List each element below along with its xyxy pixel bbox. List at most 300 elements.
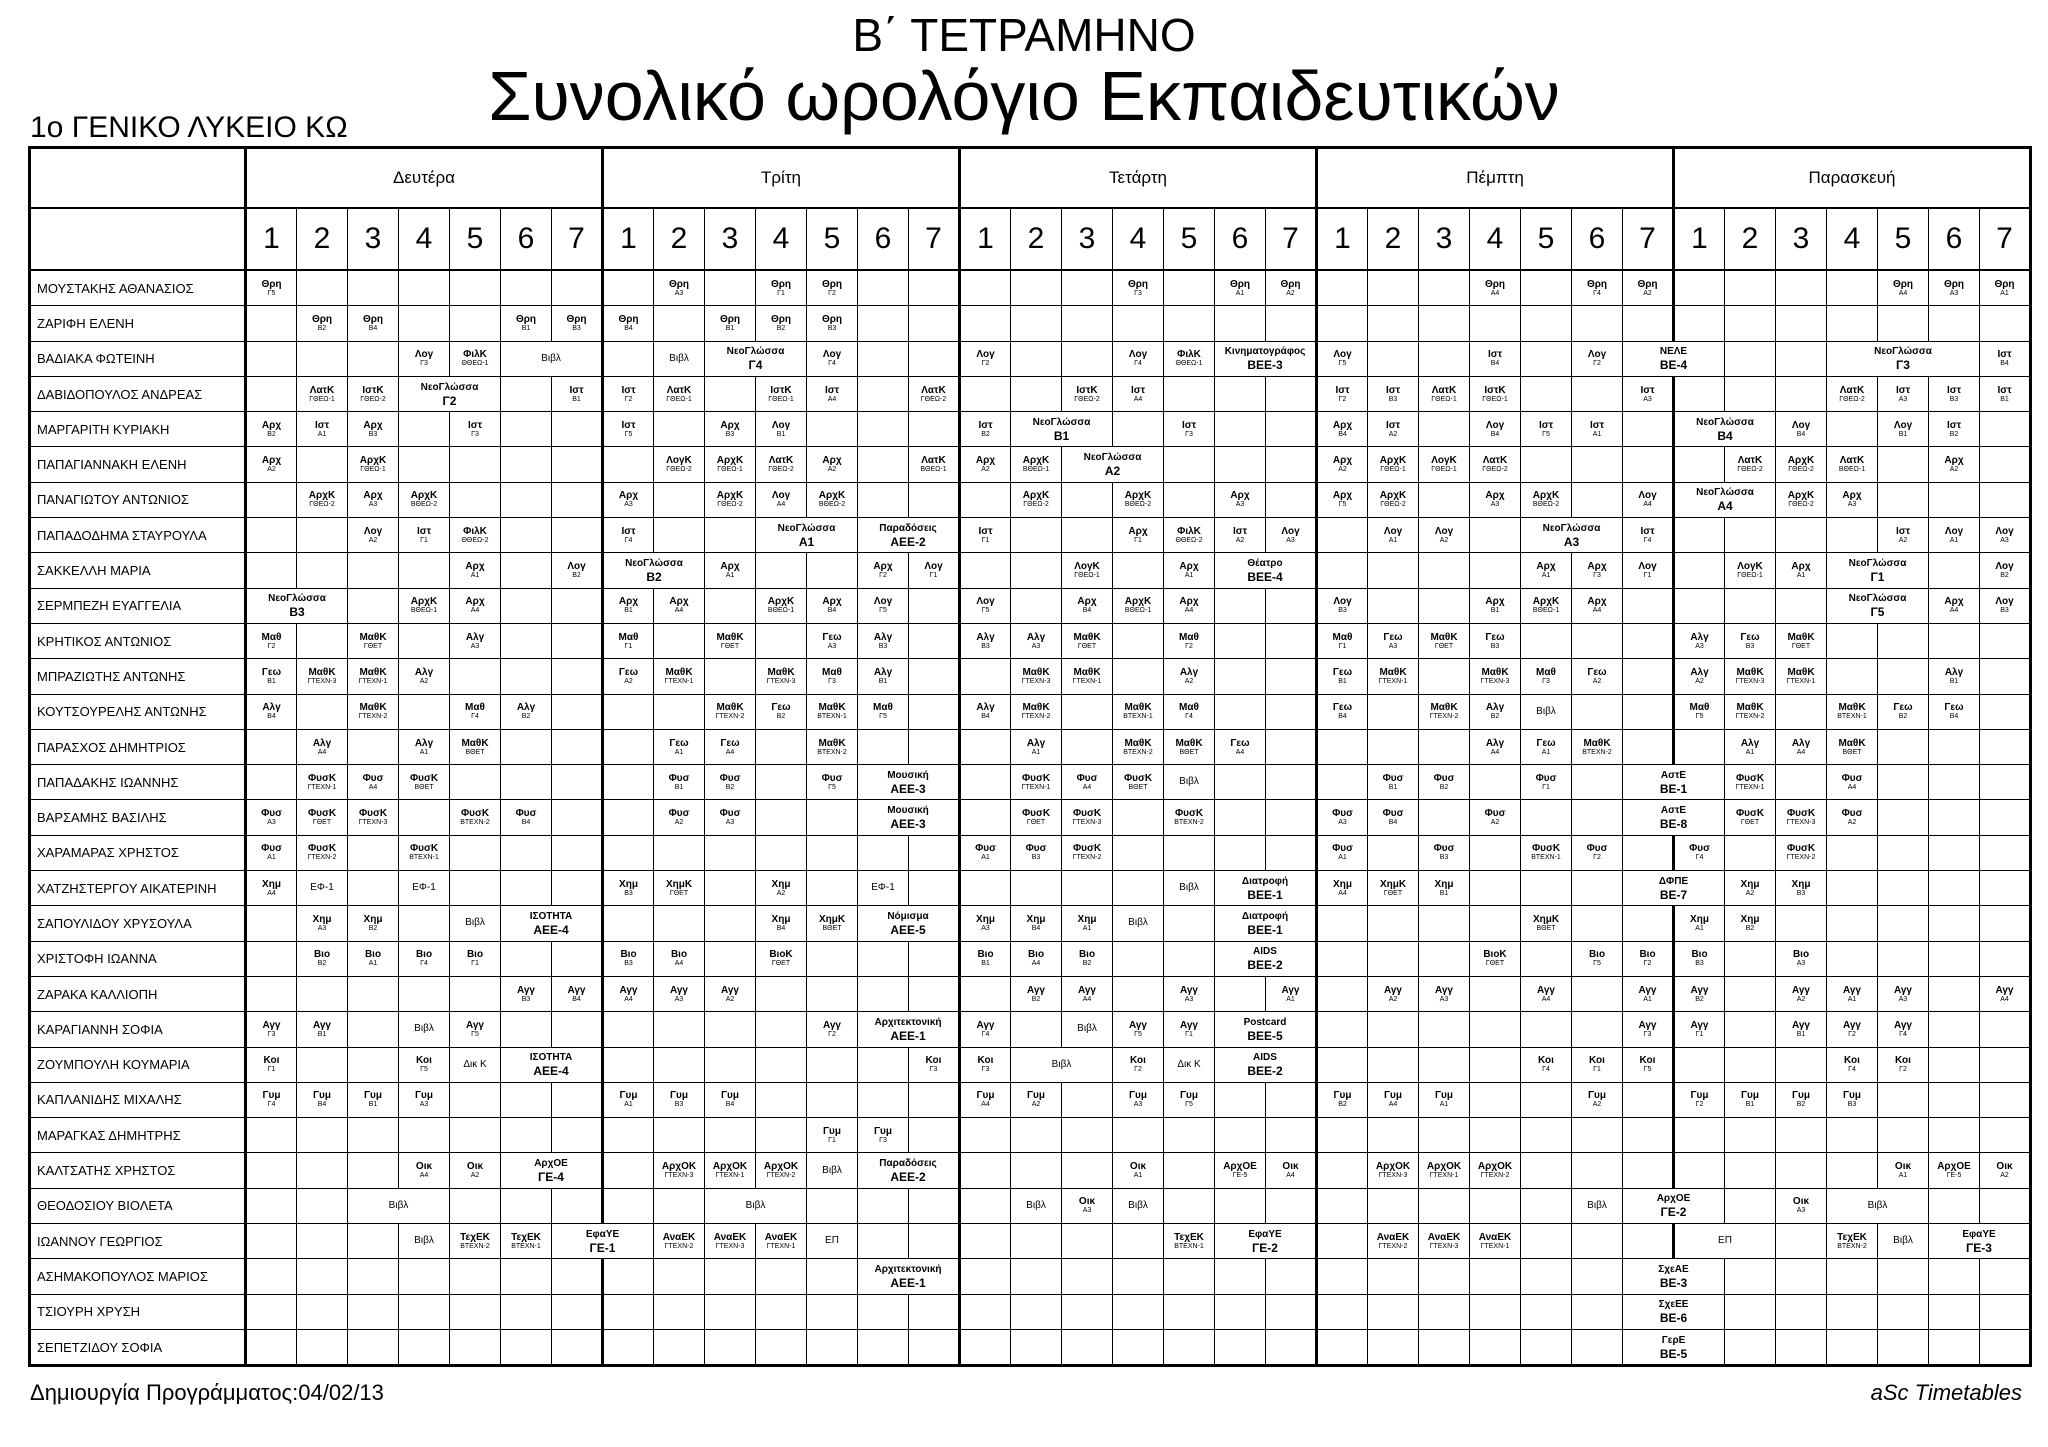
empty-cell (756, 835, 807, 870)
empty-cell (1572, 906, 1623, 941)
lesson-subject: Γυμ (415, 1090, 433, 1102)
lesson-subject: Αγγ (1690, 984, 1709, 996)
lesson-subject: Μαθ (873, 702, 893, 714)
empty-cell (1215, 623, 1266, 658)
school-name: 1ο ΓΕΝΙΚΟ ΛΥΚΕΙΟ ΚΩ (30, 111, 348, 144)
lesson-cell (1419, 871, 1470, 906)
lesson-subject: Μαθ (1179, 702, 1199, 714)
lesson-class: ΒΘΕΩ-2 (410, 501, 438, 509)
lesson-class: Γ5 (1695, 713, 1704, 721)
lesson-cell (960, 623, 1011, 658)
lesson-subject: Γεω (1536, 737, 1556, 749)
lesson-class: Β4 (1388, 819, 1398, 827)
empty-cell (1062, 270, 1113, 306)
lesson-cell (501, 1047, 603, 1082)
lesson-cell (1980, 270, 2031, 306)
lesson-class: Α3 (827, 642, 837, 650)
empty-cell (399, 412, 450, 447)
lesson-class: Α2 (725, 995, 735, 1003)
lesson-subject: Γεω (1485, 631, 1505, 643)
empty-cell (1980, 1259, 2031, 1294)
lesson-subject: Αγγ (1180, 984, 1198, 996)
lesson-subject: Γυμ (721, 1090, 739, 1102)
lesson-cell (705, 623, 756, 658)
lesson-class: Β2 (368, 924, 378, 932)
lesson-subject: Αρχ (1485, 490, 1505, 502)
lesson-subject: Αρχ (873, 561, 893, 573)
empty-cell (1011, 518, 1062, 553)
lesson-subject: Αγγ (567, 984, 586, 996)
lesson-class: Α3 (1235, 501, 1245, 509)
lesson-cell (705, 447, 756, 482)
lesson-subject: Αλγ (1179, 666, 1199, 678)
lesson-class: Α4 (1235, 748, 1245, 756)
lesson-class: Α3 (368, 501, 378, 509)
lesson-cell (1164, 1082, 1215, 1117)
lesson-cell (450, 412, 501, 447)
lesson-subject: ΜαθΚ (1736, 702, 1764, 714)
empty-cell (399, 306, 450, 341)
empty-cell (909, 871, 960, 906)
lesson-cell (858, 659, 909, 694)
empty-cell (501, 553, 552, 588)
lesson-subject: Αγγ (1027, 984, 1045, 996)
lesson-class: ΓΕ-5 (1232, 1172, 1248, 1180)
lesson-class: Β2 (776, 713, 786, 721)
empty-cell (1878, 623, 1929, 658)
empty-cell (1470, 1118, 1521, 1153)
lesson-class: Β4 (827, 607, 837, 615)
lesson-class: ΓΘΕΩ-1 (717, 466, 743, 474)
empty-cell (1776, 341, 1827, 376)
empty-cell (399, 447, 450, 482)
teacher-row (30, 906, 2031, 941)
lesson-class: Β1 (368, 1101, 378, 1109)
lesson-cell (1062, 941, 1113, 976)
lesson-subject: Αλγ (1026, 631, 1046, 643)
lesson-class: Β1 (317, 1030, 327, 1038)
lesson-subject: Βιο (364, 949, 382, 961)
lesson-class: Γ1 (1542, 783, 1550, 791)
lesson-subject: AIDS (1253, 1052, 1277, 1064)
empty-cell (1980, 835, 2031, 870)
empty-cell (1011, 1329, 1062, 1365)
empty-cell (1929, 1047, 1980, 1082)
teacher-row (30, 482, 2031, 517)
period-number: 7 (552, 208, 603, 270)
lesson-subject: ΙΣΟΤΗΤΑ (529, 1052, 573, 1064)
lesson-cell (1623, 1329, 1725, 1365)
lesson-class: Γ1 (777, 289, 785, 297)
lesson-subject: ΜαθΚ (1175, 737, 1203, 749)
empty-cell (1419, 553, 1470, 588)
empty-cell (756, 1294, 807, 1329)
lesson-cell (603, 376, 654, 411)
empty-cell (450, 1329, 501, 1365)
lesson-cell (297, 306, 348, 341)
lesson-cell (807, 1012, 858, 1047)
lesson-subject: Κοι (925, 1055, 942, 1067)
empty-cell (1776, 1329, 1827, 1365)
empty-cell (1980, 1012, 2031, 1047)
lesson-subject: ΦυσΚ (1174, 808, 1204, 820)
lesson-class: Γ5 (1134, 1030, 1142, 1038)
empty-cell (501, 623, 552, 658)
lesson-cell (1674, 482, 1776, 517)
lesson-class: Α3 (1439, 995, 1449, 1003)
empty-cell (1521, 800, 1572, 835)
lesson-class: Α3 (1031, 642, 1041, 650)
lesson-subject: Βιβλ (1128, 917, 1148, 929)
lesson-cell (1164, 553, 1215, 588)
lesson-class: ΒΤΕΧΝ-1 (1123, 713, 1153, 721)
lesson-class: ΒΘΕΩ-2 (1532, 501, 1560, 509)
empty-cell (1521, 447, 1572, 482)
empty-cell (450, 1118, 501, 1153)
lesson-cell (1623, 553, 1674, 588)
teacher-name: ΧΡΙΣΤΟΦΗ ΙΩΑΝΝΑ (30, 941, 246, 976)
teacher-row (30, 518, 2031, 553)
empty-cell (501, 729, 552, 764)
lesson-subject: ΝεοΓλώσσα (1032, 416, 1091, 428)
lesson-class: Α1 (470, 572, 480, 580)
teacher-row (30, 341, 2031, 376)
lesson-class: Γ5 (828, 783, 836, 791)
empty-cell (1419, 306, 1470, 341)
teacher-name: ΜΑΡΑΓΚΑΣ ΔΗΜΗΤΡΗΣ (30, 1118, 246, 1153)
lesson-subject: ΜαθΚ (1073, 631, 1101, 643)
empty-cell (1470, 1012, 1521, 1047)
lesson-cell (1368, 623, 1419, 658)
lesson-subject: ΤεχΕΚ (511, 1231, 541, 1243)
lesson-class: Β3 (1745, 642, 1755, 650)
empty-cell (1470, 1294, 1521, 1329)
teacher-row (30, 306, 2031, 341)
lesson-class: Α4 (1643, 501, 1652, 509)
period-number: 4 (756, 208, 807, 270)
lesson-subject: Χημ (1740, 878, 1760, 890)
empty-cell (756, 1082, 807, 1117)
teacher-name: ΚΑΠΛΑΝΙΔΗΣ ΜΙΧΑΛΗΣ (30, 1082, 246, 1117)
lesson-cell (1062, 376, 1113, 411)
lesson-subject: Βιβλ (541, 352, 561, 364)
lesson-cell (603, 306, 654, 341)
lesson-cell (1827, 800, 1878, 835)
lesson-cell (1368, 871, 1419, 906)
lesson-subject: AIDS (1253, 946, 1277, 958)
empty-cell (1929, 482, 1980, 517)
empty-cell (1878, 306, 1929, 341)
empty-cell (1470, 835, 1521, 870)
period-number: 6 (501, 208, 552, 270)
lesson-class: Β1 (725, 324, 735, 332)
empty-cell (552, 270, 603, 306)
lesson-class: ΓΘΕΩ-2 (1839, 395, 1865, 403)
empty-cell (603, 694, 654, 729)
lesson-cell (1878, 1153, 1929, 1188)
lesson-subject: Χημ (976, 913, 995, 925)
empty-cell (858, 341, 909, 376)
lesson-subject: Χημ (771, 878, 791, 890)
lesson-class: Α4 (1592, 607, 1602, 615)
lesson-cell (807, 1224, 858, 1259)
lesson-subject: Γυμ (1333, 1090, 1352, 1102)
empty-cell (1980, 1047, 2031, 1082)
lesson-subject: Γεω (1944, 702, 1964, 714)
lesson-class: ΓΘΕΩ-2 (1788, 501, 1814, 509)
empty-cell (450, 482, 501, 517)
lesson-class: Γ3 (1896, 358, 1910, 373)
lesson-class: Α4 (674, 960, 684, 968)
empty-cell (1266, 765, 1317, 800)
lesson-subject: ΜαθΚ (818, 737, 846, 749)
lesson-cell (756, 447, 807, 482)
lesson-class: ΓΤΕΧΝ-1 (1480, 1242, 1510, 1250)
lesson-cell (1521, 694, 1572, 729)
lesson-subject: ΑρχΚ (1124, 490, 1152, 502)
empty-cell (909, 659, 960, 694)
lesson-subject: Αγγ (1894, 984, 1912, 996)
lesson-cell (960, 835, 1011, 870)
lesson-cell (1062, 659, 1113, 694)
empty-cell (1266, 694, 1317, 729)
lesson-cell (1113, 1012, 1164, 1047)
empty-cell (1878, 800, 1929, 835)
lesson-class: ΓΘΕΩ-2 (1788, 466, 1814, 474)
empty-cell (705, 1329, 756, 1365)
teacher-row (30, 1188, 2031, 1223)
lesson-class: ΒΕΕ-4 (1247, 570, 1283, 585)
lesson-subject: ΔΦΠΕ (1658, 875, 1689, 887)
lesson-cell (1776, 1188, 1827, 1223)
lesson-cell (348, 659, 399, 694)
empty-cell (1164, 941, 1215, 976)
lesson-class: ΓΤΕΧΝ-1 (307, 783, 337, 791)
empty-cell (705, 835, 756, 870)
lesson-subject: ΦιλΚ (463, 525, 487, 537)
lesson-subject: Ιστ (621, 419, 636, 431)
lesson-cell (297, 729, 348, 764)
empty-cell (1164, 835, 1215, 870)
empty-cell (1572, 306, 1623, 341)
lesson-subject: Γυμ (1843, 1090, 1861, 1102)
empty-cell (756, 1118, 807, 1153)
lesson-subject: Αρχ (261, 419, 282, 431)
empty-cell (1419, 270, 1470, 306)
empty-cell (1011, 1259, 1062, 1294)
lesson-cell (1827, 588, 1929, 623)
lesson-subject: ΛατΚ (1431, 384, 1457, 396)
empty-cell (1266, 835, 1317, 870)
empty-cell (1368, 1188, 1419, 1223)
lesson-class: ΓΤΕΧΝ-3 (664, 1172, 694, 1180)
lesson-cell (909, 1047, 960, 1082)
lesson-cell (1572, 412, 1623, 447)
empty-cell (1419, 1012, 1470, 1047)
lesson-cell (1623, 800, 1725, 835)
lesson-cell (1827, 1082, 1878, 1117)
empty-cell (654, 1329, 705, 1365)
lesson-subject: Φυσ (975, 843, 996, 855)
lesson-cell (501, 1153, 603, 1188)
lesson-class: ΒΘΕΩ-1 (920, 466, 947, 474)
empty-cell (1623, 1153, 1674, 1188)
lesson-cell (1317, 1082, 1368, 1117)
lesson-subject: ΝεοΓλώσσα (1542, 522, 1601, 534)
empty-cell (1725, 976, 1776, 1011)
lesson-cell (1980, 341, 2031, 376)
lesson-subject: Αρχ (261, 455, 282, 467)
lesson-subject: ΜαθΚ (818, 702, 846, 714)
lesson-cell (1164, 1012, 1215, 1047)
lesson-class: Α3 (1796, 1207, 1806, 1215)
lesson-cell (1062, 906, 1113, 941)
lesson-subject: ΝεοΓλώσσα (1848, 593, 1907, 605)
lesson-cell (1317, 694, 1368, 729)
empty-cell (960, 800, 1011, 835)
lesson-subject: Φυσ (1689, 843, 1710, 855)
empty-cell (960, 765, 1011, 800)
lesson-subject: Αρχ (1230, 490, 1250, 502)
empty-cell (909, 1082, 960, 1117)
lesson-class: ΓΤΕΧΝ-2 (1021, 713, 1051, 721)
lesson-class: ΓΤΕΧΝ-3 (1378, 1172, 1408, 1180)
empty-cell (1725, 588, 1776, 623)
lesson-class: Β4 (267, 713, 276, 721)
lesson-subject: Κοι (1538, 1055, 1554, 1067)
lesson-subject: ΑρχΚ (359, 455, 387, 467)
lesson-cell (1011, 447, 1062, 482)
lesson-subject: Θρη (618, 313, 639, 325)
lesson-subject: Μουσική (887, 805, 929, 817)
lesson-class: ΒΤΕΧΝ-2 (817, 748, 847, 756)
empty-cell (501, 659, 552, 694)
empty-cell (1521, 941, 1572, 976)
lesson-cell (348, 306, 399, 341)
lesson-subject: Αρχ (363, 490, 383, 502)
lesson-cell (807, 376, 858, 411)
corner-cell (30, 208, 246, 270)
lesson-class: ΓΕ-5 (1946, 1172, 1962, 1180)
lesson-cell (450, 341, 501, 376)
lesson-subject: Βιο (620, 949, 637, 961)
empty-cell (1674, 447, 1725, 482)
empty-cell (807, 800, 858, 835)
lesson-subject: ΤεχΕΚ (460, 1231, 490, 1243)
lesson-subject: Λογ (414, 349, 434, 361)
lesson-class: Β1 (1796, 1030, 1806, 1038)
lesson-subject: Postcard (1243, 1016, 1287, 1028)
lesson-cell (1368, 376, 1419, 411)
teacher-row (30, 623, 2031, 658)
lesson-cell (756, 659, 807, 694)
empty-cell (1062, 1153, 1113, 1188)
lesson-cell (858, 1118, 909, 1153)
lesson-subject: Γεω (1332, 666, 1353, 678)
lesson-cell (246, 694, 297, 729)
lesson-subject: Λογ (1333, 596, 1352, 608)
lesson-cell (1572, 341, 1623, 376)
empty-cell (246, 765, 297, 800)
empty-cell (960, 1259, 1011, 1294)
lesson-class: Γ1 (1593, 1066, 1601, 1074)
empty-cell (807, 1294, 858, 1329)
lesson-subject: ΦυσΚ (1021, 808, 1051, 820)
lesson-cell (1725, 906, 1776, 941)
empty-cell (1266, 1118, 1317, 1153)
lesson-subject: ΑρχΚ (1379, 455, 1407, 467)
empty-cell (552, 1118, 603, 1153)
lesson-class: Β2 (2000, 572, 2009, 580)
lesson-class: Γ4 (1134, 360, 1142, 368)
lesson-cell (1368, 447, 1419, 482)
lesson-subject: Γεω (1230, 737, 1250, 749)
empty-cell (501, 1188, 552, 1223)
lesson-subject: Ιστ (1385, 384, 1401, 396)
lesson-cell (1113, 1188, 1164, 1223)
empty-cell (1776, 518, 1827, 553)
lesson-class: Β1 (572, 395, 581, 403)
lesson-class: Α4 (267, 889, 276, 897)
lesson-subject: Αρχ (1077, 596, 1097, 608)
lesson-class: ΒΤΕΧΝ-1 (409, 854, 439, 862)
lesson-cell (705, 694, 756, 729)
lesson-subject: Γυμ (1741, 1090, 1759, 1102)
lesson-subject: Φυσ (1332, 843, 1353, 855)
lesson-subject: Αγγ (1843, 1019, 1861, 1031)
lesson-cell (960, 906, 1011, 941)
empty-cell (603, 1329, 654, 1365)
lesson-cell (654, 765, 705, 800)
lesson-subject: Αρχ (975, 455, 996, 467)
period-number: 2 (1368, 208, 1419, 270)
lesson-cell (399, 1012, 450, 1047)
lesson-cell (1164, 518, 1215, 553)
empty-cell (1572, 1294, 1623, 1329)
empty-cell (960, 482, 1011, 517)
empty-cell (1164, 447, 1215, 482)
lesson-cell (1572, 588, 1623, 623)
lesson-subject: ΑρχΚ (716, 490, 744, 502)
lesson-cell (705, 976, 756, 1011)
empty-cell (654, 694, 705, 729)
lesson-cell (1062, 447, 1164, 482)
lesson-subject: Αγγ (1690, 1019, 1709, 1031)
lesson-subject: ΑναΕΚ (1427, 1231, 1461, 1243)
lesson-subject: Φυσ (1025, 843, 1047, 855)
empty-cell (399, 1329, 450, 1365)
lesson-cell (858, 694, 909, 729)
lesson-class: Α1 (368, 960, 378, 968)
lesson-subject: Αρχ (1332, 490, 1353, 502)
empty-cell (1980, 1188, 2031, 1223)
lesson-cell (1419, 1153, 1470, 1188)
empty-cell (450, 871, 501, 906)
empty-cell (246, 941, 297, 976)
empty-cell (1368, 906, 1419, 941)
empty-cell (1368, 694, 1419, 729)
lesson-subject: ΑστΕ (1660, 769, 1687, 781)
empty-cell (1827, 941, 1878, 976)
teacher-name: ΚΑΛΤΣΑΤΗΣ ΧΡΗΣΤΟΣ (30, 1153, 246, 1188)
lesson-cell (399, 659, 450, 694)
empty-cell (552, 447, 603, 482)
lesson-class: ΒΕ-6 (1659, 1311, 1688, 1326)
empty-cell (348, 1224, 399, 1259)
lesson-cell (1164, 659, 1215, 694)
lesson-cell (1827, 1047, 1878, 1082)
empty-cell (552, 694, 603, 729)
